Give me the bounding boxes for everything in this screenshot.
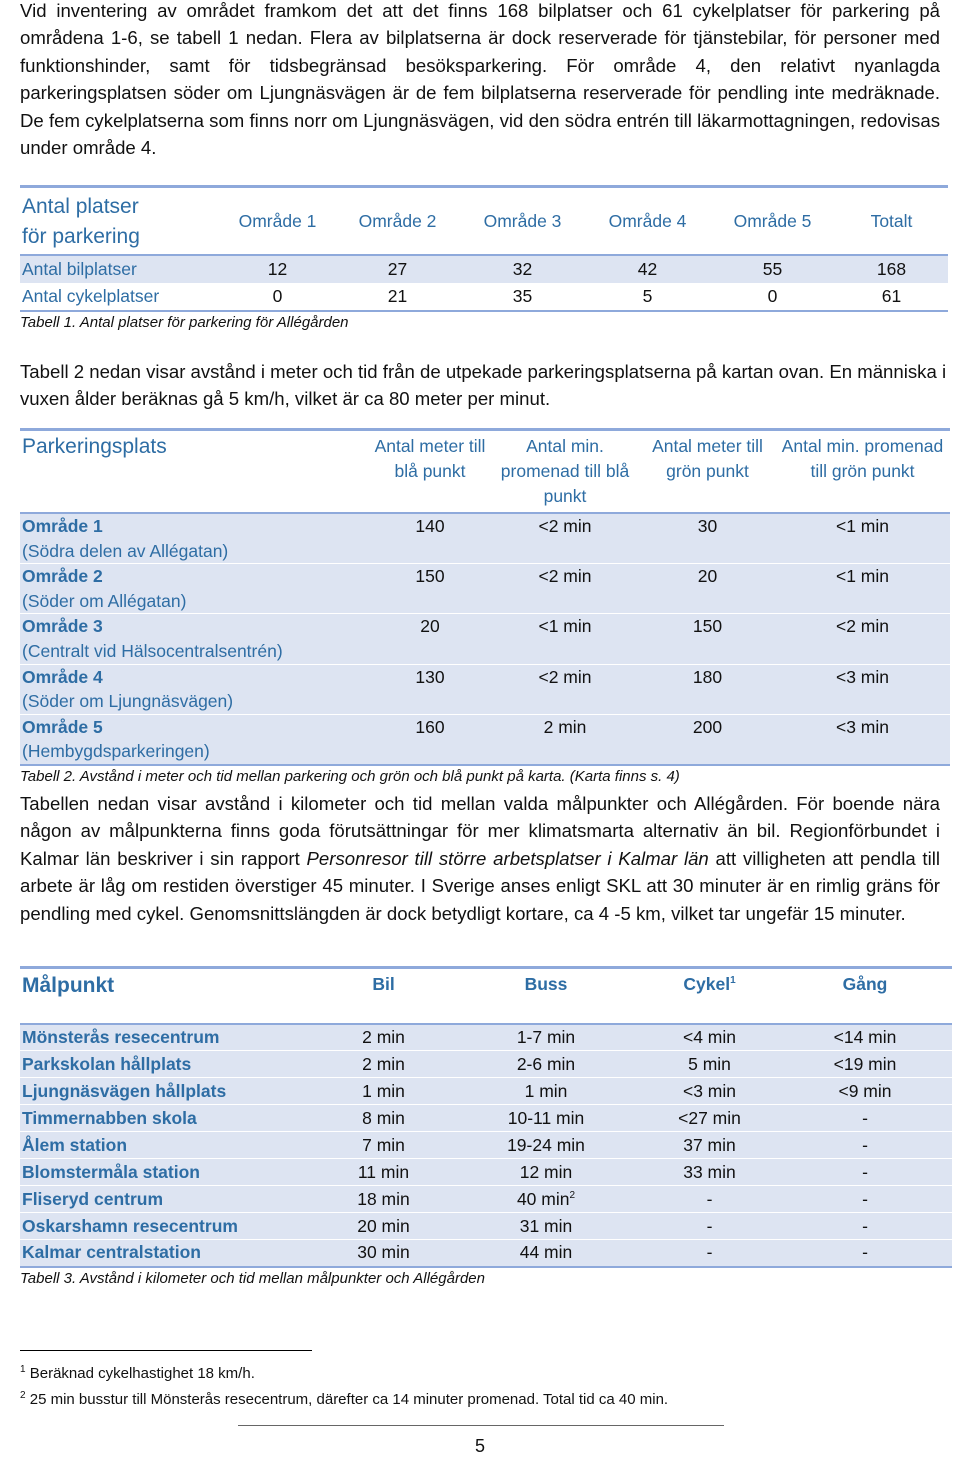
footnotes: [20, 1350, 668, 1411]
parking-area-location: (Söder om Allégatan): [22, 590, 187, 611]
cell: 2 min: [316, 1024, 451, 1051]
parking-area-cell: [20, 513, 370, 564]
parking-area-location: (Hembygdsparkeringen): [22, 741, 210, 762]
cell: <4 min: [641, 1024, 778, 1051]
cell: 1 min: [316, 1078, 451, 1105]
cell: 44 min: [451, 1240, 641, 1267]
cell: 30 min: [316, 1240, 451, 1267]
cell: 40 $\min^2$: [451, 1186, 641, 1213]
footnote-2: $^2$ 25 min busstur till Mönsterås resecentrum, därefter ca 14 minuter promenad. Total tid ca 40 min.: [20, 1390, 669, 1408]
table-row: [20, 1159, 952, 1186]
table-row: [20, 564, 950, 614]
table-row: [20, 1105, 952, 1132]
destination-name: Mönsterås resecentrum: [20, 1024, 316, 1051]
table1-header: Område 2: [358, 210, 437, 231]
cell: <27 min: [641, 1105, 778, 1132]
table1-caption: Tabell 1. Antal platser för parkering för Allégården: [20, 314, 349, 331]
parking-area-name: Område 5: [22, 716, 103, 737]
table1-header: Område 4: [608, 210, 687, 231]
cell: 150: [370, 564, 490, 614]
cell: <3 min: [641, 1078, 778, 1105]
cell: <1 min: [775, 513, 950, 564]
cell: 20 min: [316, 1213, 451, 1240]
footnote-mark: 2: [569, 1189, 576, 1201]
footer-rule: [238, 1425, 724, 1426]
cell: 19-24 min: [451, 1132, 641, 1159]
cell: 31 min: [451, 1213, 641, 1240]
cell: 5 min: [641, 1051, 778, 1078]
parking-area-cell: [20, 664, 370, 714]
cell: 10-11 min: [451, 1105, 641, 1132]
destination-name: Blomstermåla station: [20, 1159, 316, 1186]
paragraph-3: Tabellen nedan visar avstånd i kilometer och tid mellan valda målpunkter och Allégården. För boende nära någon av målpunkterna finns goda förutsättningar för mer klimatsmarta alternativ än bil. Regionförbundet i Kalmar län beskriver i sin rapport Personresor till större arbetsplatser i Kalmar län att villigheten att pendla till arbete är låg om restiden överstiger 45 minuter. I Sverige anses enligt SKL att 30 minuter är en rimlig gräns för pendling med cykel. Genomsnittslängden är dock betydligt kortare, ca 4 -5 km, vilket tar ungefär 15 minuter.: [20, 793, 940, 924]
cell: <14 min: [778, 1024, 952, 1051]
cell: -: [641, 1186, 778, 1213]
table-row: [20, 513, 950, 564]
cell: 32: [460, 255, 585, 283]
cell: 0: [767, 286, 778, 307]
cell: 160: [370, 714, 490, 765]
page-number: 5: [474, 1436, 485, 1456]
table-row: [20, 664, 950, 714]
cell: 168: [835, 255, 948, 283]
cell: <19 min: [778, 1051, 952, 1078]
cell: 20: [370, 614, 490, 664]
cell: 180: [640, 664, 775, 714]
parking-area-location: (Centralt vid Hälsocentralsentrén): [22, 640, 283, 661]
table3-title: Målpunkt: [22, 974, 115, 997]
destination-name: Timmernabben skola: [20, 1105, 316, 1132]
table2-header: Antal min. promenad till grön punkt: [781, 436, 944, 481]
cell: -: [641, 1240, 778, 1267]
cell: <1 min: [775, 564, 950, 614]
table3-header-cykel: Cykel$^1$: [683, 974, 736, 994]
table-row: [20, 614, 950, 664]
cell: 7 min: [316, 1132, 451, 1159]
table-row: [20, 714, 950, 765]
cell: <9 min: [778, 1078, 952, 1105]
parking-area-cell: [20, 564, 370, 614]
destination-name: Oskarshamn resecentrum: [20, 1213, 316, 1240]
cell: 200: [640, 714, 775, 765]
cell: <2 min: [775, 614, 950, 664]
cell: <2 min: [490, 513, 640, 564]
cell: 11 min: [316, 1159, 451, 1186]
destination-name: Ljungnäsvägen hållplats: [20, 1078, 316, 1105]
cell: 42: [585, 255, 710, 283]
table2-caption: Tabell 2. Avstånd i meter och tid mellan parkering och grön och blå punkt på karta. (Karta finns s. 4): [20, 767, 680, 785]
cell: 150: [640, 614, 775, 664]
parking-area-location: (Södra delen av Allégatan): [22, 540, 229, 561]
table3-header: Buss: [524, 974, 568, 994]
row-label: Antal bilplatser: [20, 255, 220, 283]
table3-caption: Tabell 3. Avstånd i kilometer och tid mellan målpunkter och Allégården: [20, 1269, 485, 1287]
row-label: Antal cykelplatser: [22, 286, 160, 307]
cell: -: [778, 1213, 952, 1240]
table3-header: Gång: [842, 974, 888, 994]
cell: 12: [220, 255, 335, 283]
paragraph-2: Tabell 2 nedan visar avstånd i meter och tid från de utpekade parkeringsplatserna på kartan ovan. En människa i vuxen ålder beräknas gå 5 km/h, vilket är ca 80 meter per minut.: [20, 361, 947, 410]
parking-area-name: Område 1: [22, 516, 103, 536]
cell: 27: [335, 255, 460, 283]
parking-area-cell: [20, 714, 370, 765]
table1-title: Antal platser för parkering: [22, 195, 140, 248]
cell: 0: [272, 286, 283, 307]
cell: <1 min: [490, 614, 640, 664]
table-row: [20, 1240, 952, 1267]
table-row: [20, 1213, 952, 1240]
intro-paragraph: Vid inventering av området framkom det att det finns 168 bilplatser och 61 cykelplatser för parkering på områdena 1-6, se tabell 1 nedan. Flera av bilplatserna är dock reserverade för tjänstebilar, för personer med funktionshinder, samt för tidsbegränsad besöksparkering. För område 4, den relativt nyanlagda parkeringsplatsen söder om Ljungnäsvägen är de fem bilplatserna reserverade för pendling inte medräknade. De fem cykelplatserna som finns norr om Ljungnäsvägen, vid den södra entrén till läkarmottagningen, redovisas under område 4.: [20, 0, 940, 159]
footnote-divider: [20, 1350, 312, 1351]
table2-title: Parkeringsplats: [22, 435, 167, 458]
cell: <3 min: [775, 664, 950, 714]
parking-area-name: Område 3: [22, 616, 103, 637]
cell: 21: [387, 286, 408, 307]
cell: 33 min: [641, 1159, 778, 1186]
table1-header: Område 1: [238, 210, 317, 231]
table1-header: Område 5: [733, 210, 812, 231]
cell: 12 min: [451, 1159, 641, 1186]
cell: <3 min: [775, 714, 950, 765]
cell: 1-7 min: [451, 1024, 641, 1051]
parking-area-name: Område 2: [22, 566, 103, 587]
cell: 55: [710, 255, 835, 283]
cell: 2 min: [490, 714, 640, 765]
cell: -: [641, 1213, 778, 1240]
cell: -: [778, 1186, 952, 1213]
table1-header: Område 3: [483, 210, 562, 231]
cell: 20: [640, 564, 775, 614]
table-3: [20, 966, 952, 1287]
cell: <2 min: [490, 664, 640, 714]
table-row: [20, 1186, 952, 1213]
footnote-1: $^1$ Beräknad cykelhastighet 18 km/h.: [20, 1364, 255, 1382]
cell: 2-6 min: [451, 1051, 641, 1078]
table2-header: Antal meter till blå punkt: [374, 436, 486, 481]
cell: 61: [881, 286, 902, 307]
table-row: [20, 1051, 952, 1078]
parking-area-name: Område 4: [22, 666, 103, 687]
cell: 1 min: [451, 1078, 641, 1105]
cell: 35: [512, 286, 533, 307]
table-row: [20, 255, 948, 283]
cell: -: [778, 1159, 952, 1186]
destination-name: Ålem station: [20, 1132, 316, 1159]
cell: -: [778, 1132, 952, 1159]
table-row: [20, 1024, 952, 1051]
table-row: [20, 1132, 952, 1159]
table-row: [20, 1078, 952, 1105]
cell: 130: [370, 664, 490, 714]
cell: 37 min: [641, 1132, 778, 1159]
table-row: [20, 283, 948, 311]
cell: 2 min: [316, 1051, 451, 1078]
table2-header: Antal min. promenad till blå punkt: [500, 436, 630, 506]
parking-area-cell: [20, 614, 370, 664]
cell: -: [778, 1240, 952, 1267]
table-2: [20, 428, 950, 785]
cell: 5: [642, 286, 653, 307]
cell: -: [778, 1105, 952, 1132]
destination-name: Kalmar centralstation: [20, 1240, 316, 1267]
cell: 140: [370, 513, 490, 564]
cell: <2 min: [490, 564, 640, 614]
destination-name: Fliseryd centrum: [20, 1186, 316, 1213]
cell: 30: [640, 513, 775, 564]
cell: 18 min: [316, 1186, 451, 1213]
parking-area-location: (Söder om Ljungnäsvägen): [22, 691, 234, 712]
table1-header: Totalt: [870, 210, 913, 231]
destination-name: Parkskolan hållplats: [20, 1051, 316, 1078]
table3-header: Bil: [372, 974, 395, 994]
table-1: [20, 185, 948, 331]
table2-header: Antal meter till grön punkt: [652, 436, 763, 481]
cell: 8 min: [316, 1105, 451, 1132]
